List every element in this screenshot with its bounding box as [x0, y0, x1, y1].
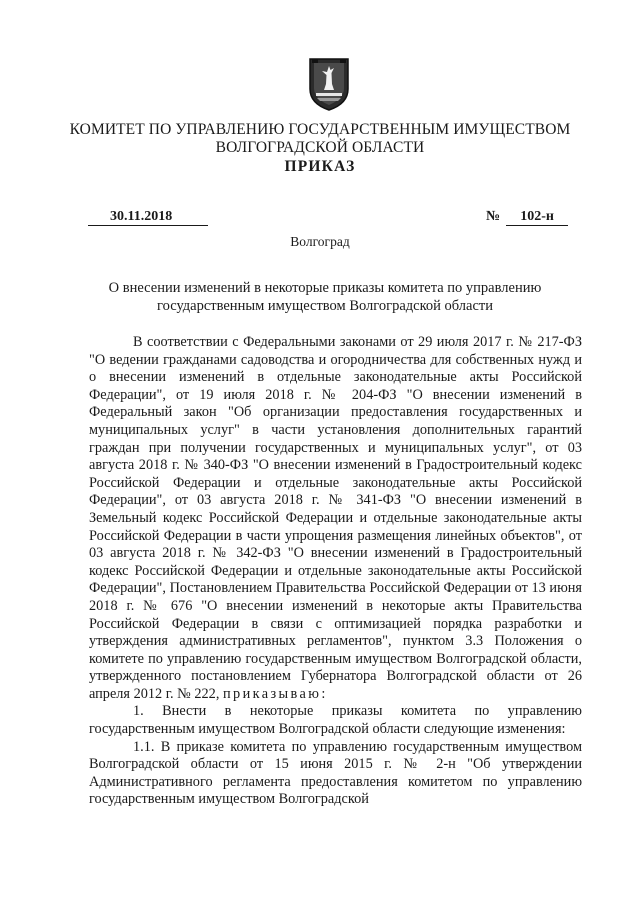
document-number-value: 102-н	[506, 209, 568, 226]
preamble-text: В соответствии с Федеральными законами от 29 июля 2017 г. № 217-ФЗ "О ведении гражданами садоводства и огородничества для собственных нужд и о внесении изменений в отдельные законодательные акты Российской Федерации", от 19 июля 2018 г. № 204-ФЗ "О внесении изменений в Федеральный закон "Об организации предоставления государственных и муниципальных услуг" в части установления дополнительных гарантий граждан при получении государственных и муниципальных услуг", от 03 августа 2018 г. № 340-ФЗ "О внесении изменений в Градостроительный кодекс Российской Федерации и отдельные законодательные акты Российской Федерации", от 03 августа 2018 г. № 341-ФЗ "О внесении изменений в Земельный кодекс Российской Федерации и отдельные законодательные акты Российской Федерации в части упрощения размещения линейных объектов", от 03 августа 2018 г. № 342-ФЗ "О внесении изменений в Градостроительный кодекс Российской Федерации и отдельные законодательные акты Российской Федерации", Постановлением Правительства Российской Федерации от 13 июня 2018 г. № 676 "О внесении изменений в некоторые акты Правительства Российской Федерации в связи с оптимизацией порядка разработки и утверждения административных регламентов", пунктом 3.3 Положения о комитете по управлению государственным имуществом Волгоградской области, утвержденного постановлением Губернатора Волгоградской области от 26 апреля 2012 г. № 222,	[89, 334, 582, 702]
order-keyword: приказываю:	[222, 685, 328, 702]
volgograd-coat-of-arms-icon	[308, 57, 350, 111]
organization-name-line-1: КОМИТЕТ ПО УПРАВЛЕНИЮ ГОСУДАРСТВЕННЫМ ИМУЩЕСТВОМ	[69, 121, 571, 138]
body-paragraph-item-1: 1. Внести в некоторые приказы комитета по управлению государственным имуществом Волгоградской области следующие изменения:	[89, 703, 582, 738]
document-number	[486, 209, 568, 226]
document-type-title: ПРИКАЗ	[284, 158, 356, 175]
body-paragraph-item-1-1: 1.1. В приказе комитета по управлению государственным имуществом Волгоградской области от 15 июня 2015 г. № 2-н "Об утверждении Административного регламента предоставления комитетом по управлению государственным имуществом Волгоградской	[89, 738, 582, 808]
document-body	[89, 334, 582, 809]
document-subject: О внесении изменений в некоторые приказы комитета по управлению государственным имуществом Волгоградской области	[108, 280, 542, 314]
document-city: Волгоград	[290, 234, 350, 249]
document-date-value: 30.11.2018	[88, 209, 208, 226]
body-paragraph-preamble	[89, 334, 582, 703]
document-date	[88, 209, 208, 226]
number-sign: №	[486, 209, 501, 224]
organization-name-line-2: ВОЛГОГРАДСКОЙ ОБЛАСТИ	[215, 139, 425, 156]
